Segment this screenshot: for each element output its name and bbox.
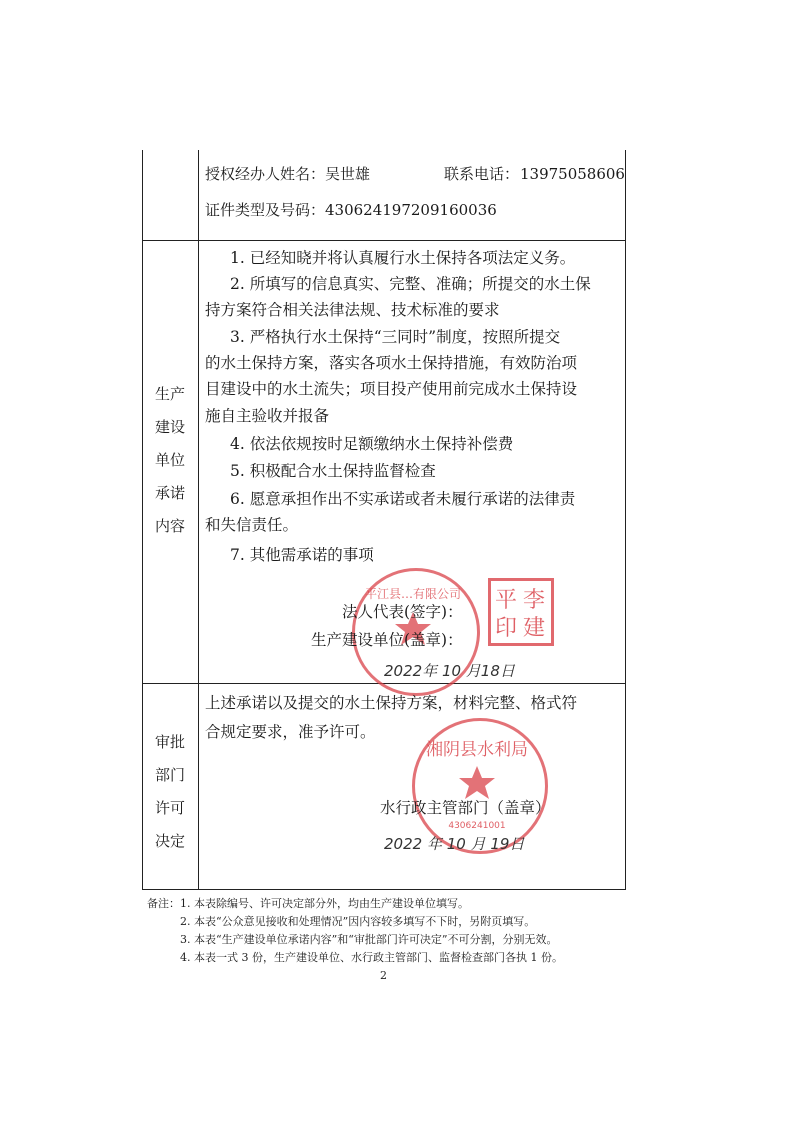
water-bureau-seal-name: 湘阴县水利局 <box>426 740 528 760</box>
personal-seal-char-2: 建 <box>523 616 546 641</box>
column-divider <box>198 150 199 890</box>
approval-label-3: 许可 <box>154 799 185 817</box>
commitment-label-1: 生产 <box>154 385 185 403</box>
water-bureau-seal-code: 4306241001 <box>448 821 506 831</box>
notes-prefix: 备注： <box>147 897 180 910</box>
approval-line-1: 上述承诺以及提交的水土保持方案，材料完整、格式符 <box>205 694 578 712</box>
agent-phone-value: 13975058606 <box>520 165 625 183</box>
personal-seal-char-1: 李 <box>523 588 546 613</box>
personal-seal-char-4: 印 <box>495 616 518 641</box>
agent-id-label: 证件类型及号码： <box>205 201 326 219</box>
page-number: 2 <box>380 969 387 982</box>
agent-name-label: 授权经办人姓名： <box>205 165 326 183</box>
commitment-label-5: 内容 <box>154 517 185 535</box>
legal-rep-label: 法人代表(签字)： <box>342 603 463 621</box>
commitment-line-9: 5. 积极配合水土保持监督检查 <box>230 462 436 480</box>
commitment-line-7: 施自主验收并报备 <box>205 407 330 425</box>
commitment-label-3: 单位 <box>154 451 185 469</box>
commitment-line-8: 4. 依法依规按时足额缴纳水土保持补偿费 <box>230 435 514 453</box>
commitment-line-3: 持方案符合相关法律法规、技术标准的要求 <box>205 301 500 319</box>
commitment-date: 2022年 10 月18日 <box>384 662 515 680</box>
approval-dept-label: 水行政主管部门（盖章） <box>380 799 551 817</box>
table-bottom-border <box>142 889 626 890</box>
note-item-4: 4. 本表一式 3 份，生产建设单位、水行政主管部门、监督检查部门各执 1 份。 <box>180 951 563 964</box>
note-item-3: 3. 本表“生产建设单位承诺内容”和“审批部门许可决定”不可分割，分别无效。 <box>180 933 558 946</box>
approval-line-2: 合规定要求，准予许可。 <box>205 723 376 741</box>
commitment-label-4: 承诺 <box>154 484 185 502</box>
commitment-line-1: 1. 已经知晓并将认真履行水土保持各项法定义务。 <box>230 249 576 267</box>
commitment-label-2: 建设 <box>154 418 185 436</box>
company-seal-name: 平江县…有限公司 <box>364 587 461 601</box>
agent-phone-label: 联系电话： <box>444 165 520 183</box>
note-item-2: 2. 本表“公众意见接收和处理情况”因内容较多填写不下时，另附页填写。 <box>180 915 536 928</box>
approval-date: 2022 年 10 月 19日 <box>384 835 525 853</box>
approval-label-2: 部门 <box>154 766 185 784</box>
commitment-line-6: 目建设中的水土流失；项目投产使用前完成水土保持设 <box>205 380 578 398</box>
agent-id-value: 430624197209160036 <box>325 201 497 219</box>
commitment-line-2: 2. 所填写的信息真实、完整、准确；所提交的水土保 <box>230 275 591 293</box>
commitment-line-4: 3. 严格执行水土保持“三同时”制度，按照所提交 <box>230 328 561 346</box>
personal-seal-char-3: 平 <box>495 588 518 613</box>
agent-name-value: 吴世雄 <box>325 165 371 183</box>
commitment-line-11: 和失信责任。 <box>205 516 299 534</box>
table-right-border <box>625 150 626 890</box>
row-divider-1 <box>142 240 626 241</box>
unit-seal-label: 生产建设单位(盖章)： <box>311 631 463 649</box>
commitment-section-label <box>142 378 198 543</box>
commitment-line-12: 7. 其他需承诺的事项 <box>230 546 374 564</box>
approval-section-label <box>142 726 198 858</box>
approval-label-1: 审批 <box>154 733 185 751</box>
personal-seal <box>488 578 554 646</box>
commitment-line-10: 6. 愿意承担作出不实承诺或者未履行承诺的法律责 <box>230 490 576 508</box>
approval-label-4: 决定 <box>154 832 185 850</box>
commitment-line-5: 的水土保持方案，落实各项水土保持措施，有效防治项 <box>205 354 578 372</box>
note-item-1: 1. 本表除编号、许可决定部分外，均由生产建设单位填写。 <box>180 897 469 910</box>
